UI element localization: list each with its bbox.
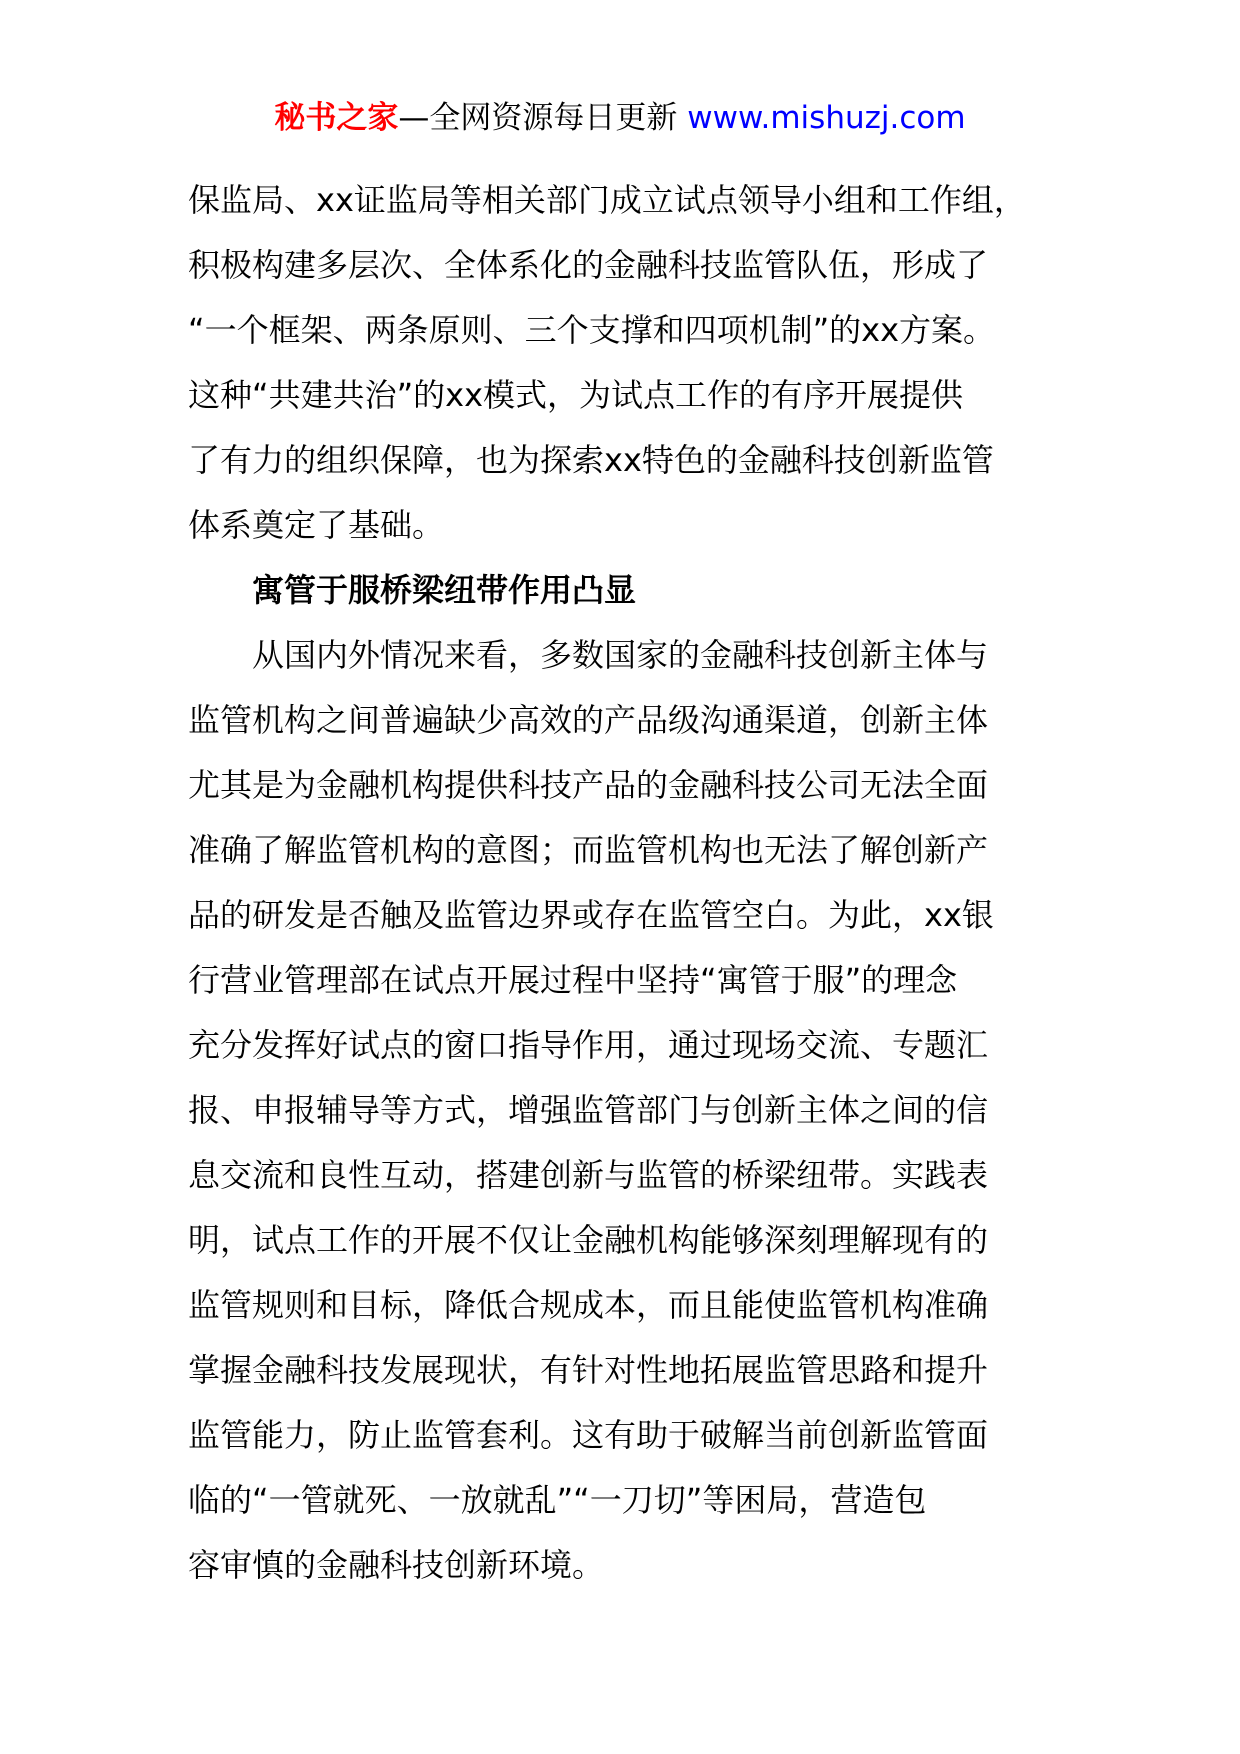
text-line: 容审慎的金融科技创新环境。: [188, 1546, 605, 1584]
header-tagline: —全网资源每日更新: [398, 100, 688, 136]
text-line: 监管规则和目标，降低合规成本，而且能使监管机构准确: [188, 1286, 989, 1324]
paragraph-continued: [188, 168, 1088, 558]
section-heading: 寓管于服桥梁纽带作用凸显: [252, 571, 637, 609]
paragraph-section: [188, 623, 1088, 1598]
text-line: 报、申报辅导等方式，增强监管部门与创新主体之间的信: [188, 1091, 989, 1129]
text-line: 保监局、xx证监局等相关部门成立试点领导小组和工作组，: [188, 181, 1026, 219]
text-line: 临的“一管就死、一放就乱”“一刀切”等困局，营造包: [188, 1481, 927, 1519]
text-line: 了有力的组织保障，也为探索xx特色的金融科技创新监管: [188, 441, 994, 479]
text-line: 掌握金融科技发展现状，有针对性地拓展监管思路和提升: [188, 1351, 989, 1389]
text-line: “一个框架、两条原则、三个支撑和四项机制”的xx方案。: [188, 311, 996, 349]
text-line: 充分发挥好试点的窗口指导作用，通过现场交流、专题汇: [188, 1026, 989, 1064]
text-line: 息交流和良性互动，搭建创新与监管的桥梁纽带。实践表: [188, 1156, 989, 1194]
text-line: 体系奠定了基础。: [188, 506, 445, 544]
text-line: 尤其是为金融机构提供科技产品的金融科技公司无法全面: [188, 766, 989, 804]
text-line: 品的研发是否触及监管边界或存在监管空白。为此，xx银: [188, 896, 994, 934]
document-body: [188, 168, 1088, 1598]
text-line: 行营业管理部在试点开展过程中坚持“寓管于服”的理念: [188, 961, 958, 999]
text-line: 积极构建多层次、全体系化的金融科技监管队伍，形成了: [188, 246, 989, 284]
text-line: 这种“共建共治”的xx模式，为试点工作的有序开展提供: [188, 376, 964, 414]
brand-name: 秘书之家: [274, 100, 399, 136]
page-header: [0, 98, 1240, 138]
text-line: 监管能力，防止监管套利。这有助于破解当前创新监管面: [188, 1416, 989, 1454]
text-line: 监管机构之间普遍缺少高效的产品级沟通渠道，创新主体: [188, 701, 989, 739]
site-url-link[interactable]: www.mishuzj.com: [687, 100, 966, 136]
text-line: 准确了解监管机构的意图；而监管机构也无法了解创新产: [188, 831, 989, 869]
text-line: 从国内外情况来看，多数国家的金融科技创新主体与: [252, 636, 989, 674]
text-line: 明，试点工作的开展不仅让金融机构能够深刻理解现有的: [188, 1221, 989, 1259]
